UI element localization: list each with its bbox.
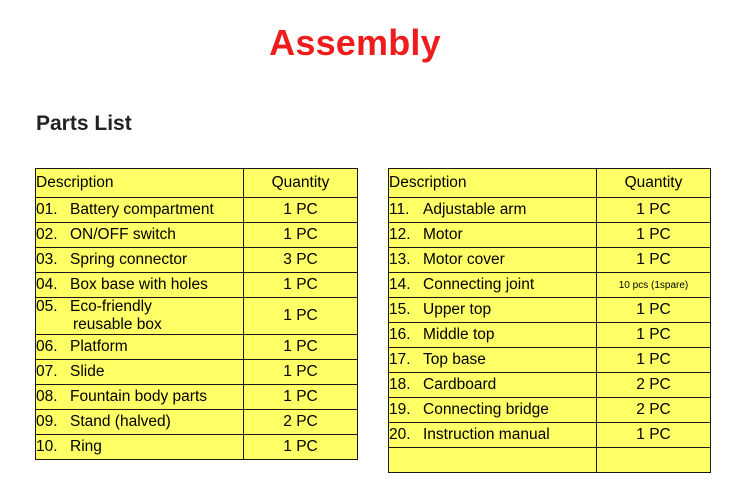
part-number: 11. xyxy=(389,201,410,218)
part-description xyxy=(389,398,597,423)
part-description xyxy=(389,273,597,298)
table-row xyxy=(389,323,711,348)
table-row xyxy=(36,248,358,273)
part-number: 06. xyxy=(36,338,58,355)
part-quantity: 1 PC xyxy=(597,323,711,348)
part-quantity: 1 PC xyxy=(244,335,358,360)
header-quantity: Quantity xyxy=(597,169,711,198)
parts-table-left xyxy=(35,168,358,460)
part-quantity: 1 PC xyxy=(597,348,711,373)
part-quantity: 1 PC xyxy=(244,385,358,410)
part-quantity: 1 PC xyxy=(244,435,358,460)
part-number: 08. xyxy=(36,388,58,405)
header-description: Description xyxy=(36,169,244,198)
part-description xyxy=(389,223,597,248)
part-description xyxy=(389,248,597,273)
part-name: Middle top xyxy=(423,326,495,343)
part-quantity: 2 PC xyxy=(597,373,711,398)
empty-cell xyxy=(597,448,711,473)
part-quantity: 1 PC xyxy=(244,360,358,385)
table-row xyxy=(36,273,358,298)
parts-table-right xyxy=(388,168,711,473)
part-description xyxy=(36,410,244,435)
part-quantity: 1 PC xyxy=(244,273,358,298)
part-name-line2: reusable box xyxy=(73,316,162,333)
part-quantity: 1 PC xyxy=(597,198,711,223)
part-name: Top base xyxy=(423,351,486,368)
table-row xyxy=(36,410,358,435)
part-name: Ring xyxy=(70,438,102,455)
part-description xyxy=(36,335,244,360)
part-description xyxy=(36,223,244,248)
part-name: Slide xyxy=(70,363,105,380)
part-name: Stand (halved) xyxy=(70,413,171,430)
part-number: 14. xyxy=(389,276,411,293)
part-description xyxy=(36,435,244,460)
part-name: Connecting joint xyxy=(423,276,535,293)
part-name: Box base with holes xyxy=(70,276,208,293)
part-name: Instruction manual xyxy=(423,426,550,443)
table-header-row xyxy=(36,169,358,198)
table-header-row xyxy=(389,169,711,198)
table-row xyxy=(389,273,711,298)
part-quantity: 2 PC xyxy=(244,410,358,435)
header-description: Description xyxy=(389,169,597,198)
table-row xyxy=(389,373,711,398)
part-name: Eco-friendly xyxy=(70,298,152,315)
part-number: 17. xyxy=(389,351,411,368)
part-name: Platform xyxy=(70,338,128,355)
section-heading: Parts List xyxy=(36,112,132,135)
part-number: 13. xyxy=(389,251,411,268)
part-name: Connecting bridge xyxy=(423,401,549,418)
part-description xyxy=(389,298,597,323)
part-description xyxy=(36,360,244,385)
empty-cell xyxy=(389,448,597,473)
table-row xyxy=(389,248,711,273)
part-name: Motor cover xyxy=(423,251,505,268)
part-quantity: 1 PC xyxy=(244,223,358,248)
part-name: Upper top xyxy=(423,301,492,318)
part-description xyxy=(389,323,597,348)
part-quantity: 10 pcs (1spare) xyxy=(597,273,711,298)
table-row xyxy=(36,198,358,223)
part-description xyxy=(389,373,597,398)
part-number: 12. xyxy=(389,226,411,243)
part-number: 19. xyxy=(389,401,411,418)
part-quantity: 1 PC xyxy=(597,248,711,273)
part-number: 02. xyxy=(36,226,58,243)
part-description xyxy=(389,348,597,373)
part-quantity: 2 PC xyxy=(597,398,711,423)
table-row xyxy=(36,435,358,460)
part-number: 16. xyxy=(389,326,411,343)
table-row xyxy=(389,198,711,223)
part-description xyxy=(36,248,244,273)
table-row xyxy=(389,398,711,423)
table-row xyxy=(36,385,358,410)
part-number: 18. xyxy=(389,376,411,393)
part-number: 05. xyxy=(36,298,58,315)
part-number: 03. xyxy=(36,251,58,268)
table-row xyxy=(389,298,711,323)
part-description xyxy=(389,423,597,448)
part-description xyxy=(389,198,597,223)
part-description xyxy=(36,385,244,410)
part-number: 10. xyxy=(36,438,58,455)
part-quantity: 1 PC xyxy=(597,298,711,323)
part-number: 15. xyxy=(389,301,411,318)
part-quantity: 1 PC xyxy=(244,198,358,223)
table-row xyxy=(36,223,358,248)
part-number: 01. xyxy=(36,201,58,218)
part-name: Adjustable arm xyxy=(423,201,527,218)
table-row xyxy=(36,335,358,360)
table-row xyxy=(389,223,711,248)
table-row xyxy=(36,298,358,335)
part-number: 20. xyxy=(389,426,411,443)
part-name: Spring connector xyxy=(70,251,188,268)
part-number: 04. xyxy=(36,276,58,293)
part-number: 07. xyxy=(36,363,58,380)
table-row xyxy=(389,348,711,373)
table-row-empty xyxy=(389,448,711,473)
part-name: ON/OFF switch xyxy=(70,226,176,243)
part-description xyxy=(36,273,244,298)
part-name: Fountain body parts xyxy=(70,388,208,405)
page-title: Assembly xyxy=(269,22,441,63)
part-quantity: 3 PC xyxy=(244,248,358,273)
table-row xyxy=(36,360,358,385)
part-quantity: 1 PC xyxy=(597,223,711,248)
part-description xyxy=(36,298,244,335)
part-name: Battery compartment xyxy=(70,201,214,218)
part-name: Motor xyxy=(423,226,463,243)
part-quantity: 1 PC xyxy=(244,298,358,335)
part-name: Cardboard xyxy=(423,376,497,393)
part-description xyxy=(36,198,244,223)
part-quantity: 1 PC xyxy=(597,423,711,448)
table-row xyxy=(389,423,711,448)
header-quantity: Quantity xyxy=(244,169,358,198)
part-number: 09. xyxy=(36,413,58,430)
